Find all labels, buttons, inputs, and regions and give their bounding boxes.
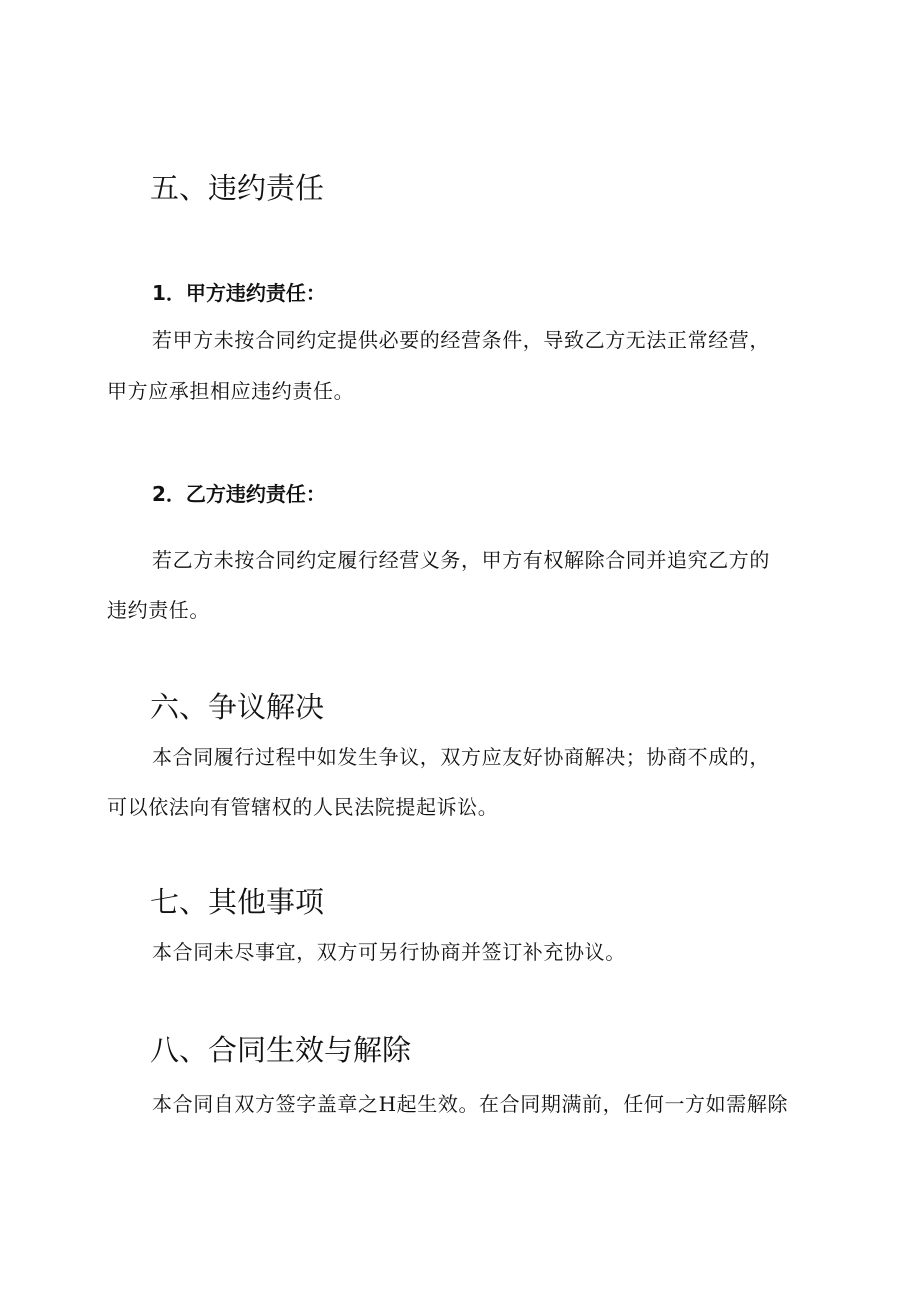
- section-heading-dispute-resolution: 六、争议解决: [150, 690, 325, 724]
- paragraph-line: 本合同履行过程中如发生争议，双方应友好协商解决；协商不成的，: [152, 745, 770, 769]
- section-heading-effectiveness-termination: 八、合同生效与解除: [150, 1033, 412, 1067]
- section-heading-other-matters: 七、其他事项: [150, 885, 325, 919]
- subsection-title-party-a-liability: 1．甲方违约责任：: [152, 281, 326, 305]
- paragraph-line: 若乙方未按合同约定履行经营义务，甲方有权解除合同并追究乙方的: [152, 548, 770, 572]
- paragraph-line: 本合同自双方签字盖章之H起生效。在合同期满前，任何一方如需解除: [152, 1092, 789, 1116]
- section-heading-breach-liability: 五、违约责任: [150, 171, 325, 205]
- paragraph-line: 甲方应承担相应违约责任。: [107, 379, 355, 403]
- paragraph-line: 若甲方未按合同约定提供必要的经营条件，导致乙方无法正常经营，: [152, 328, 770, 352]
- subsection-title-party-b-liability: 2．乙方违约责任：: [152, 482, 326, 506]
- paragraph-line: 本合同未尽事宜，双方可另行协商并签订补充协议。: [152, 940, 626, 964]
- paragraph-line: 违约责任。: [107, 598, 210, 622]
- paragraph-line: 可以依法向有管辖权的人民法院提起诉讼。: [107, 795, 499, 819]
